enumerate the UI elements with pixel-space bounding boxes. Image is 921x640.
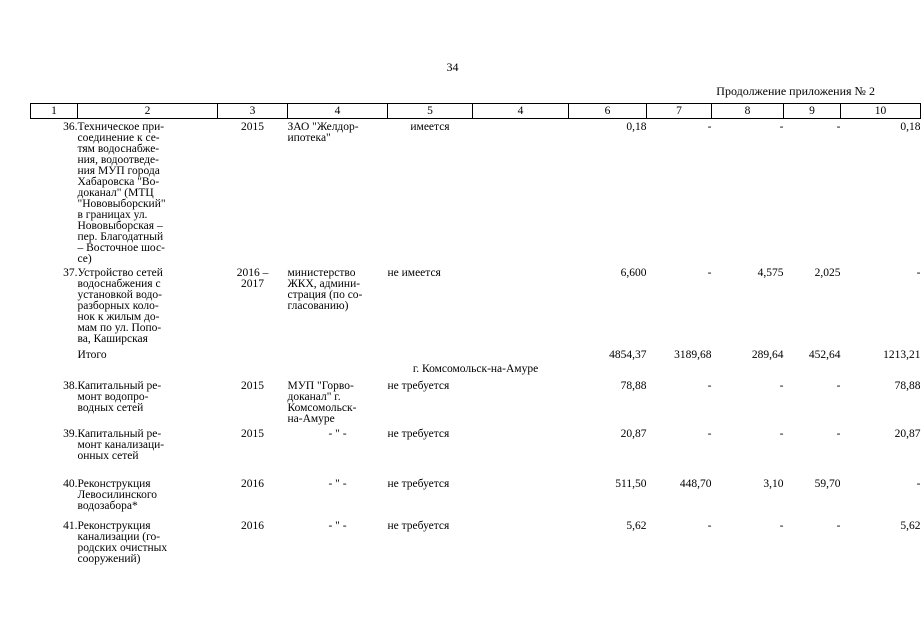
item-col4 xyxy=(473,518,569,566)
item-number: 40. xyxy=(63,478,78,490)
item-col7: 448,70 xyxy=(679,478,712,490)
item-name: Итого xyxy=(77,349,107,361)
item-year: 2016 – 2017 xyxy=(236,267,269,290)
header-row xyxy=(31,104,921,119)
item-year: 2015 xyxy=(241,380,264,392)
col-header: 4 xyxy=(473,104,569,119)
appendix-table xyxy=(30,103,921,566)
item-total: 0,18 xyxy=(626,121,647,133)
col-header: 8 xyxy=(712,104,784,119)
item-number: 41. xyxy=(63,520,78,532)
item-col9: - xyxy=(836,428,841,440)
item-col10: 5,62 xyxy=(900,520,921,532)
item-year: 2015 xyxy=(241,428,264,440)
item-organization: МУП "Горво- доканал" г. Комсомольск- на-Амуре xyxy=(287,380,357,425)
item-total: 78,88 xyxy=(620,380,647,392)
item-number: 36. xyxy=(63,121,78,133)
item-col9: 59,70 xyxy=(814,478,841,490)
col-header: 6 xyxy=(569,104,647,119)
item-number xyxy=(31,347,78,361)
col-header: 2 xyxy=(78,104,218,119)
item-col4 xyxy=(473,265,569,347)
table-row xyxy=(31,518,921,566)
item-col7: - xyxy=(707,121,712,133)
item-col4 xyxy=(473,476,569,518)
item-total: 6,600 xyxy=(620,267,647,279)
item-year xyxy=(218,347,288,361)
item-name: Капитальный ре- монт водопро- водных сетей xyxy=(77,380,162,414)
item-col7: - xyxy=(707,520,712,532)
item-col9: 452,64 xyxy=(808,349,841,361)
col-header: 3 xyxy=(218,104,288,119)
item-number: 39. xyxy=(63,428,78,440)
item-col9: - xyxy=(836,121,841,133)
table-row xyxy=(31,119,921,266)
col-header: 4 xyxy=(288,104,388,119)
item-col8: 289,64 xyxy=(751,349,784,361)
continuation-label: Продолжение приложения № 2 xyxy=(716,84,875,98)
item-project-docs: имеется xyxy=(410,121,450,133)
item-col7: 3189,68 xyxy=(674,349,712,361)
item-project-docs: не требуется xyxy=(387,380,450,392)
item-col8: - xyxy=(779,121,784,133)
item-col4 xyxy=(473,119,569,266)
item-col9: 2,025 xyxy=(814,267,841,279)
item-organization: - " - xyxy=(328,478,347,490)
col-header: 10 xyxy=(841,104,921,119)
item-year: 2016 xyxy=(241,478,264,490)
item-number: 38. xyxy=(63,380,78,392)
section-title: г. Комсомольск-на-Амуре xyxy=(412,363,539,375)
item-col9: - xyxy=(836,380,841,392)
item-col4 xyxy=(473,347,569,361)
table-row xyxy=(31,476,921,518)
item-organization xyxy=(288,347,388,361)
item-col9: - xyxy=(836,520,841,532)
item-col4 xyxy=(473,426,569,476)
item-col10: 78,88 xyxy=(894,380,921,392)
section-row xyxy=(31,361,921,378)
page-number: 34 xyxy=(446,60,459,74)
item-col10: - xyxy=(916,267,921,279)
item-project-docs: не требуется xyxy=(387,520,450,532)
item-col8: - xyxy=(779,428,784,440)
item-project-docs: не имеется xyxy=(387,267,441,279)
item-col7: - xyxy=(707,267,712,279)
item-col8: - xyxy=(779,520,784,532)
item-name: Реконструкция Левосилинского водозабора* xyxy=(77,478,158,512)
item-project-docs: не требуется xyxy=(387,428,450,440)
item-total: 20,87 xyxy=(620,428,647,440)
item-col7: - xyxy=(707,380,712,392)
item-name: Реконструкция канализации (го- родских очистных сооружений) xyxy=(77,520,168,565)
col-header: 7 xyxy=(647,104,712,119)
item-project-docs xyxy=(388,347,473,361)
item-organization: - " - xyxy=(328,428,347,440)
item-number: 37. xyxy=(63,267,78,279)
table-row xyxy=(31,378,921,426)
item-project-docs: не требуется xyxy=(387,478,450,490)
item-name: Устройство сетей водоснабжения с установкой водо- разборных коло- нок к жилым до- мам по ул. Попо- ва, Каширская xyxy=(77,267,163,345)
item-col10: - xyxy=(916,478,921,490)
item-total: 4854,37 xyxy=(609,349,647,361)
item-total: 511,50 xyxy=(615,478,647,490)
table-row xyxy=(31,426,921,476)
item-name: Техническое при- соединение к се- тям водоснабже- ния, водоотведе- ния МУП города Хабаровска "Во- доканал" (МТЦ "Нововыборский" в границах ул. Нововыборская – пер. Благодатный – Восточное шос- се) xyxy=(77,121,166,265)
item-col8: - xyxy=(779,380,784,392)
item-col10: 0,18 xyxy=(900,121,921,133)
total-row xyxy=(31,347,921,361)
item-organization: министерство ЖКХ, админи- страция (по со- гласованию) xyxy=(287,267,363,312)
item-name: Капитальный ре- монт канализаци- онных сетей xyxy=(77,428,165,462)
item-col7: - xyxy=(707,428,712,440)
col-header: 9 xyxy=(784,104,841,119)
item-organization: - " - xyxy=(328,520,347,532)
item-col10: 1213,21 xyxy=(883,349,921,361)
item-year: 2016 xyxy=(241,520,264,532)
col-header: 5 xyxy=(388,104,473,119)
table-row xyxy=(31,265,921,347)
item-col8: 3,10 xyxy=(763,478,784,490)
item-year: 2015 xyxy=(241,121,264,133)
item-total: 5,62 xyxy=(626,520,647,532)
item-organization: ЗАО "Желдор- ипотека" xyxy=(287,121,359,144)
item-col4 xyxy=(473,378,569,426)
item-col8: 4,575 xyxy=(757,267,784,279)
item-col10: 20,87 xyxy=(894,428,921,440)
col-header: 1 xyxy=(31,104,78,119)
